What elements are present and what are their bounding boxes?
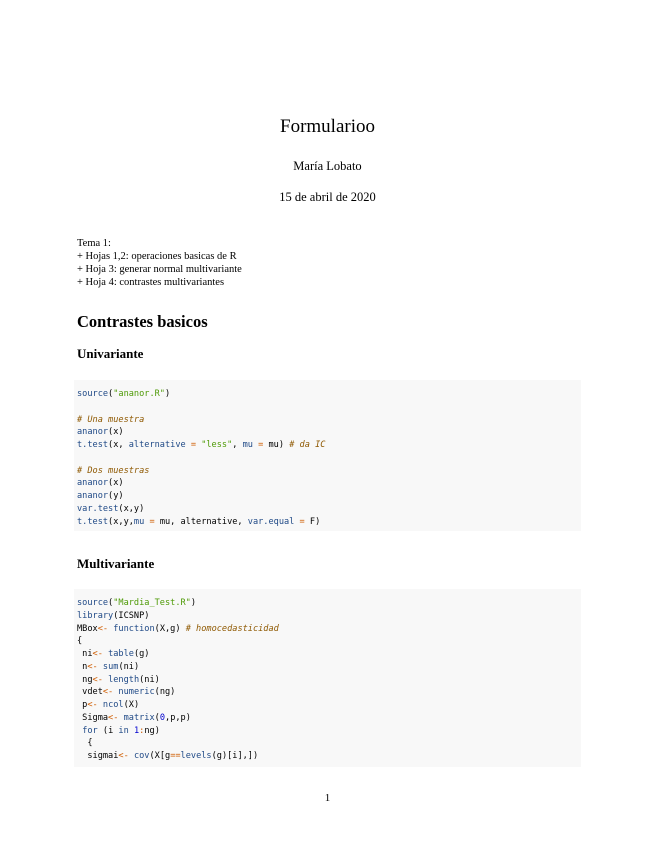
code-token: length: [108, 674, 140, 685]
code-token: sigmai: [77, 751, 119, 761]
code-token: <-: [87, 700, 98, 710]
code-token: ncol: [102, 700, 124, 710]
code-token: Sigma: [77, 712, 109, 723]
code-token: numeric: [118, 687, 155, 698]
code-token: <-: [92, 674, 103, 685]
code-token: ng: [77, 674, 93, 685]
code-token: (X,g): [154, 623, 186, 634]
code-token: vdet: [77, 687, 103, 698]
code-token: ): [164, 389, 171, 399]
code-token: in: [118, 725, 129, 736]
code-token: ): [190, 598, 197, 608]
code-token: ni: [77, 649, 93, 659]
code-token: {: [77, 636, 83, 647]
code-token: (ni): [118, 661, 140, 672]
code-token: (x,y,: [108, 516, 134, 527]
code-token: =: [294, 516, 310, 527]
code-line: [77, 452, 581, 465]
code-token: 1: [133, 725, 140, 736]
code-token: mu: [242, 440, 253, 450]
code-token: {: [77, 738, 93, 749]
code-line: [77, 712, 581, 725]
document-title: Formularioo: [280, 116, 375, 137]
code-line: [77, 401, 581, 414]
code-block-univariante: [74, 380, 581, 531]
code-line: [77, 610, 581, 623]
code-token: matrix: [123, 712, 155, 723]
page-number: 1: [324, 792, 331, 804]
code-token: levels: [180, 751, 212, 761]
code-line: [77, 686, 581, 699]
code-line: [77, 635, 581, 648]
code-token: <-: [87, 661, 98, 672]
code-token: source: [77, 598, 109, 608]
code-line: [77, 465, 581, 478]
code-token: alternative: [128, 440, 186, 450]
code-token: n: [77, 661, 88, 672]
code-token: =: [144, 516, 160, 527]
code-token: function: [113, 623, 155, 634]
code-token: sum: [102, 661, 119, 672]
code-token: (ICSNP): [113, 610, 150, 621]
code-line: [77, 490, 581, 503]
code-token: var.equal: [247, 516, 295, 527]
code-token: (: [108, 389, 114, 399]
document-date: 15 de abril de 2020: [279, 190, 376, 204]
intro-line: Tema 1:: [77, 238, 111, 249]
code-token: cov: [133, 751, 150, 761]
code-line: [77, 699, 581, 712]
code-token: var.test: [77, 503, 119, 514]
code-token: <-: [108, 712, 119, 723]
code-token: ananor: [77, 491, 109, 501]
code-token: mu: [133, 516, 145, 527]
code-token: source: [77, 389, 109, 399]
code-token: F): [309, 516, 321, 527]
code-token: ananor: [77, 478, 109, 489]
code-token: <-: [97, 623, 109, 634]
code-token: =: [252, 440, 269, 450]
code-line: [77, 426, 581, 439]
code-token: (g)[i],]): [211, 751, 259, 761]
code-token: ananor: [77, 427, 109, 438]
code-token: 0: [159, 712, 166, 723]
code-token: <-: [118, 751, 129, 761]
code-token: table: [108, 649, 134, 659]
code-block-multivariante: [74, 589, 581, 767]
code-token: "ananor.R": [113, 389, 165, 399]
code-line: [77, 516, 581, 529]
code-token: # da IC: [289, 440, 326, 450]
code-line: [77, 414, 581, 427]
code-token: (y): [108, 491, 124, 501]
intro-line: + Hoja 3: generar normal multivariante: [77, 264, 242, 275]
code-token: (: [154, 712, 160, 723]
intro-paragraph: [77, 237, 242, 289]
code-token: library: [77, 610, 114, 621]
code-token: "less": [201, 440, 233, 450]
code-line: [77, 737, 581, 750]
code-token: p: [77, 700, 88, 710]
code-token: <-: [102, 687, 114, 698]
code-token: "Mardia_Test.R": [113, 598, 191, 608]
code-token: :: [139, 725, 145, 736]
code-token: (x,y): [118, 503, 145, 514]
code-token: ==: [170, 751, 181, 761]
code-token: =: [185, 440, 202, 450]
subsection-heading-univariante: Univariante: [77, 346, 144, 361]
code-token: MBox: [77, 623, 98, 634]
code-token: ng): [144, 725, 160, 736]
code-token: # Dos muestras: [77, 465, 150, 476]
code-token: (i: [97, 725, 119, 736]
section-heading-contrastes: Contrastes basicos: [77, 312, 208, 331]
code-line: [77, 674, 581, 687]
code-token: (X[g: [149, 751, 171, 761]
code-line: [77, 623, 581, 636]
document-author: María Lobato: [293, 159, 362, 173]
code-line: [77, 388, 581, 401]
code-token: # Una muestra: [77, 414, 145, 425]
code-token: ,: [232, 440, 243, 450]
code-line: [77, 661, 581, 674]
subsection-heading-multivariante: Multivariante: [77, 556, 155, 571]
code-token: (: [108, 598, 114, 608]
code-line: [77, 477, 581, 490]
code-token: ,p,p): [165, 712, 191, 723]
code-line: [77, 439, 581, 452]
code-token: (ng): [154, 687, 176, 698]
code-token: t.test: [77, 516, 109, 527]
code-line: [77, 597, 581, 610]
code-token: t.test: [77, 440, 109, 450]
intro-line: + Hojas 1,2: operaciones basicas de R: [77, 251, 237, 262]
code-line: [77, 725, 581, 738]
code-token: # homocedasticidad: [185, 623, 279, 634]
intro-line: + Hoja 4: contrastes multivariantes: [77, 277, 225, 288]
code-token: (x): [108, 478, 124, 489]
code-token: mu): [268, 440, 290, 450]
code-token: for: [82, 725, 98, 736]
code-line: [77, 750, 581, 763]
code-token: mu, alternative,: [159, 516, 248, 527]
code-token: <-: [92, 649, 103, 659]
code-token: (g): [133, 649, 150, 659]
code-line: [77, 648, 581, 661]
code-token: (x): [108, 427, 124, 438]
code-token: (X): [123, 700, 140, 710]
code-line: [77, 503, 581, 516]
code-token: (ni): [139, 674, 160, 685]
code-token: (x,: [108, 440, 129, 450]
